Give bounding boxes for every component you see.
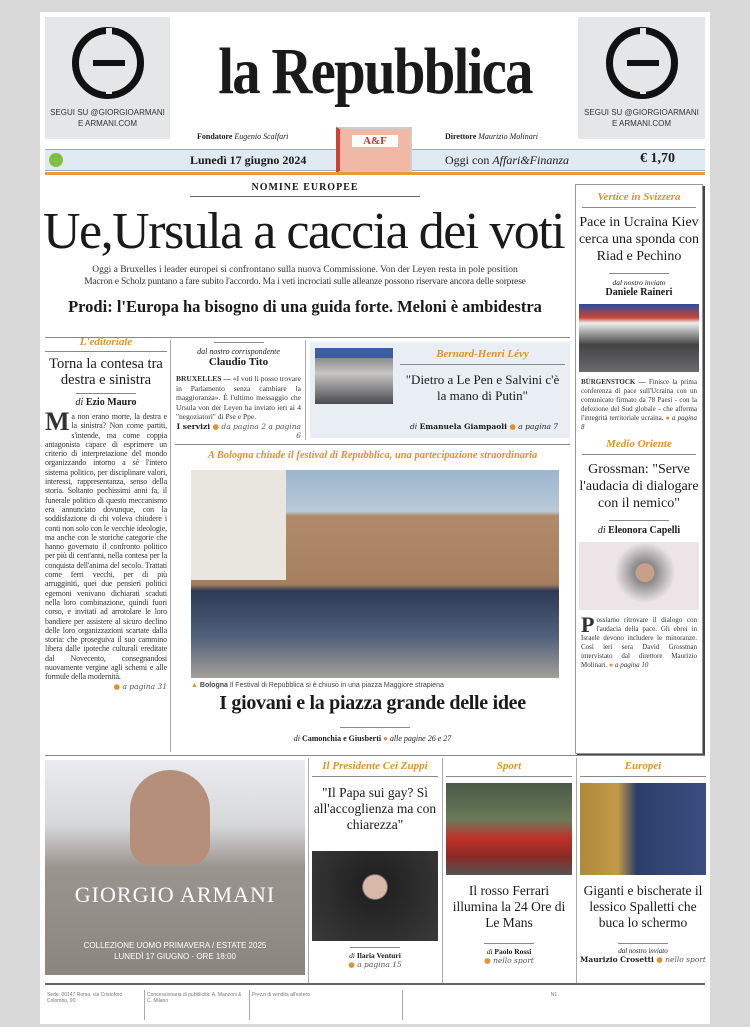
europei-headline[interactable]: Giganti e bischerate il lessico Spalletti che buca lo schermo (583, 883, 703, 930)
bologna-photo (191, 470, 559, 678)
armani-bottom-ad[interactable] (45, 760, 305, 975)
grossman-kicker: Medio Oriente (582, 438, 696, 455)
supplement-line: Oggi con Affari&Finanza (445, 153, 569, 167)
af-supplement-badge[interactable] (336, 127, 412, 173)
newspaper-page (40, 12, 710, 1024)
ad-text: SEGUI SU @GIORGIOARMANI (584, 108, 699, 117)
editorial-kicker: L'editoriale (45, 334, 167, 352)
lead-kicker: NOMINE EUROPEE (190, 182, 420, 197)
ukraine-photo (579, 304, 699, 372)
page-ref-link[interactable]: nello sport (493, 956, 534, 965)
byline-intro: dal nostro inviato (612, 278, 666, 287)
model-figure (130, 770, 210, 865)
author: Daniele Raineri (605, 287, 673, 298)
ad-brand: GIORGIO ARMANI (74, 882, 276, 907)
founder-line: Fondatore Eugenio Scalfari (197, 132, 289, 141)
zuppi-headline[interactable]: "Il Papa sui gay? Sì all'accoglienza ma con chiarezza" (313, 785, 437, 832)
orange-rule (45, 172, 705, 175)
lead-subhead[interactable]: Prodi: l'Europa ha bisogno di una guida forte. Meloni è ambidestra (68, 297, 542, 316)
zuppi-byline: di Ilaria Venturi (349, 951, 401, 960)
armani-ad-right[interactable] (578, 17, 705, 139)
divider (340, 727, 410, 728)
page-ref-link[interactable]: a pagina 7 (518, 422, 559, 431)
af-logo: A&F (352, 135, 398, 147)
bologna-kicker: A Bologna chiude il festival di Repubblica, una partecipazione straordinaria (207, 450, 538, 461)
bologna-headline[interactable]: I giovani e la piazza grande delle idee (219, 692, 526, 714)
bologna-byline: di Camonchia e Giusberti ● alle pagine 26 e 27 (293, 734, 452, 743)
eco-icon (49, 153, 63, 167)
column-divider (170, 340, 171, 752)
page-ref-link[interactable]: alle pagine 26 e 27 (389, 734, 452, 743)
editorial-title[interactable]: Torna la contesa tra destra e sinistra (49, 356, 163, 388)
editorial-text: Ma non erano morte, la destra e la sinistra? Non come partiti, s'intende, ma come coppia antagonista capace di esprimere un criterio di interpretazione del mondo organizzando intorno a sé l'intero sistema politico, per disciplinare valori, interessi, rappresentanza, senso della storia. Soltanto pochissimi anni fa, il funerale politico di questo meccanismo era annunciato dovunque, con la soddisfazione di chi voleva chiudere i conti non solo con le vecchie ideologie, ma anche con le storiche categorie che hanno governato il confronto politico per più di cent'anni, nella contesa per la conquista dell'anima del secolo. Trattati come ferri vecchi, per di più arrugginiti, quei due pensieri politici egemoni venivano dichiarati scaduti nella loro combinazione, quindi fuori corso, e invitati ad arrotolare le loro bandiere per assistere al sicuro declino delle loro organizzazioni scartate dalla storia: che proseguiva il suo cammino libera dalle ipoteche culturali ereditate dal Novecento, consegnandosi nuovamente vergine agli schemi e alle formule della modernità. (45, 407, 167, 682)
ad-text: SEGUI SU @GIORGIOARMANI (50, 108, 165, 117)
sport-article: Sport Il rosso Ferrari illumina la 24 Ore di Le Mans di Paolo Rossi ● nello sport (446, 760, 572, 965)
zuppi-kicker: Il Presidente Cei Zuppi (312, 760, 438, 777)
price: € 1,70 (640, 151, 675, 166)
europei-article: Europei Giganti e bischerate il lessico Spalletti che buca lo schermo dal nostro inviato Maurizio Crosetti ● nello sport (580, 760, 706, 964)
editorial-column: L'editoriale Torna la contesa tra destra e sinistra di Ezio Mauro Ma non erano morte, la destra e la sinistra? Non come partiti, s'intende, ma come coppia antagonista capace di esprimere un criterio di interpretazione del mondo organizzando intorno a sé l'intero sistema politico, per disciplinare valori, interessi, rappresentanza, senso della storia. Soltanto pochissimi anni fa, il funerale politico di questo meccanismo era annunciato dovunque, con la soddisfazione di chi voleva chiudere i conti non solo con le vecchie ideologie, ma anche con le storiche categorie che hanno governato il confronto politico per più di cent'anni, nella contesa per la conquista dell'anima del secolo. Trattati come ferri vecchi, per di più arrugginiti, quei due pensieri politici egemoni venivano dichiarati scaduti nella loro combinazione, quindi fuori corso, e invitati ad arrotolare le loro bandiere per assistere al sicuro declino delle loro organizzazioni scartate dalla storia: che proseguiva il suo cammino libera dalle ipoteche culturali ereditate dal Novecento, consegnandosi nuovamente vergine agli schemi e alle formule della modernità. ● a pagina 31 (45, 336, 167, 691)
page-ref-link[interactable]: da pagina 2 a pagina 6 (221, 421, 301, 440)
ad-text: COLLEZIONE UOMO PRIMAVERA / ESTATE 2025 LUNEDÌ 17 GIUGNO · ORE 18:00 (83, 941, 267, 961)
footer-rule (45, 983, 705, 985)
column-divider (308, 758, 309, 983)
lead-headline[interactable]: Ue,Ursula a caccia dei voti (43, 203, 565, 260)
bhl-byline: di Emanuela Giampaoli ● a pagina 7 (410, 422, 559, 431)
ukraine-text: BÜRGENSTOCK — Finisce la prima conferenza di pace sull'Ucraina con un comunicato firmato da 78 Paesi - con la defezione del Sud globale - che afferma l'integrità territoriale ucraina. ● a pagina 8 (581, 378, 698, 431)
grossman-text: Possiamo ritrovare il dialogo con l'audacia della pace. Gli ebrei in Israele devono includere le minoranze. Così ieri sera David Grossman intervistato dal direttore Maurizio Molinari. ● a pagina 10 (581, 612, 697, 669)
sport-kicker: Sport (446, 760, 572, 777)
tito-article: dal nostro corrispondente Claudio Tito BRUXELLES — «I voti li posso trovare in Parlamento senza cambiare la maggioranza». È l'ultimo messaggio che Ursula von der Leyen ha inviato ieri ai 4 "negoziatori" di Pse e Ppe. I servizi ● da pagina 2 a pagina 6 (176, 342, 301, 440)
grossman-byline: di Eleonora Capelli (597, 525, 681, 536)
zuppi-article: Il Presidente Cei Zuppi "Il Papa sui gay? Sì all'accoglienza ma con chiarezza" di Ilaria Venturi ● a pagina 15 (313, 760, 437, 969)
spalletti-photo (580, 783, 706, 875)
bhl-photo (315, 348, 393, 404)
grossman-headline[interactable]: Grossman: "Serve l'audacia di dialogare con il nemico" (579, 462, 699, 511)
page-ref-link[interactable]: a pagina 8 (581, 414, 698, 431)
editorial-byline: di Ezio Mauro (75, 397, 137, 408)
ukraine-headline[interactable]: Pace in Ucraina Kiev cerca una sponda con Riad e Pechino (578, 215, 700, 264)
page-ref-link[interactable]: a pagina 31 (122, 681, 167, 691)
footer-text: Sede: 00147 Roma, via Cristoforo Colombo, 90 (45, 990, 145, 1020)
bhl-box (310, 342, 570, 438)
page-ref-link[interactable]: a pagina 10 (614, 661, 649, 669)
europei-kicker: Europei (580, 760, 706, 777)
issue-date: Lunedì 17 giugno 2024 (190, 153, 307, 167)
footer (45, 990, 705, 1020)
page-ref-link[interactable]: nello sport (665, 955, 706, 964)
page-ref-link[interactable]: a pagina 15 (357, 960, 402, 969)
armani-ad-left[interactable] (45, 17, 170, 139)
bhl-kicker: Bernard-Henri Lévy (400, 348, 565, 365)
column-divider (305, 340, 306, 440)
grossman-photo (579, 542, 699, 610)
director-line: Direttore Maurizio Molinari (445, 132, 539, 141)
lead-summary: Oggi a Bruxelles i leader europei si confrontano sulla nuova Commissione. Von der Leyen resta in pole position Macron e Scholz puntano a fare subito l'accordo. Ma i veti incrociati sulle alleanze possono riservare ancora delle sorprese (84, 265, 526, 287)
divider (175, 444, 570, 445)
ukraine-kicker: Vertice in Svizzera (582, 191, 696, 208)
photo-caption: ▲ Bologna Il Festival di Repubblica si è chiuso in una piazza Maggiore strapiena (191, 682, 444, 689)
ad-text: E ARMANI.COM (77, 119, 138, 128)
ga-logo-icon (72, 27, 144, 99)
bhl-headline[interactable]: "Dietro a Le Pen e Salvini c'è la mano di Putin" (405, 372, 560, 403)
sport-byline: di Paolo Rossi (486, 947, 532, 956)
church-facade (191, 470, 286, 580)
ad-text: E ARMANI.COM (611, 119, 672, 128)
footer-text: Prezzi di vendita all'estero (250, 990, 403, 1020)
right-column (575, 184, 703, 754)
ga-logo-icon (606, 27, 678, 99)
byline-intro: dal nostro corrispondente (197, 347, 280, 356)
zuppi-photo (312, 851, 438, 941)
byline-intro: dal nostro inviato (618, 947, 668, 955)
column-divider (442, 758, 443, 983)
page-number: N1 (550, 992, 558, 998)
ferrari-photo (446, 783, 572, 875)
author: Claudio Tito (208, 356, 269, 368)
divider (45, 755, 705, 756)
column-divider (576, 758, 577, 983)
footer-text: Concessionaria di pubblicità: A. Manzoni & C. Milano (145, 990, 250, 1020)
sport-headline[interactable]: Il rosso Ferrari illumina la 24 Ore di Le Mans (452, 883, 566, 930)
tito-text: BRUXELLES — «I voti li posso trovare in Parlamento senza cambiare la maggioranza». È l'ultimo messaggio che Ursula von der Leyen ha inviato ieri ai 4 "negoziatori" di Pse e Ppe. (176, 374, 301, 421)
masthead-title[interactable]: la Repubblica (218, 35, 532, 108)
